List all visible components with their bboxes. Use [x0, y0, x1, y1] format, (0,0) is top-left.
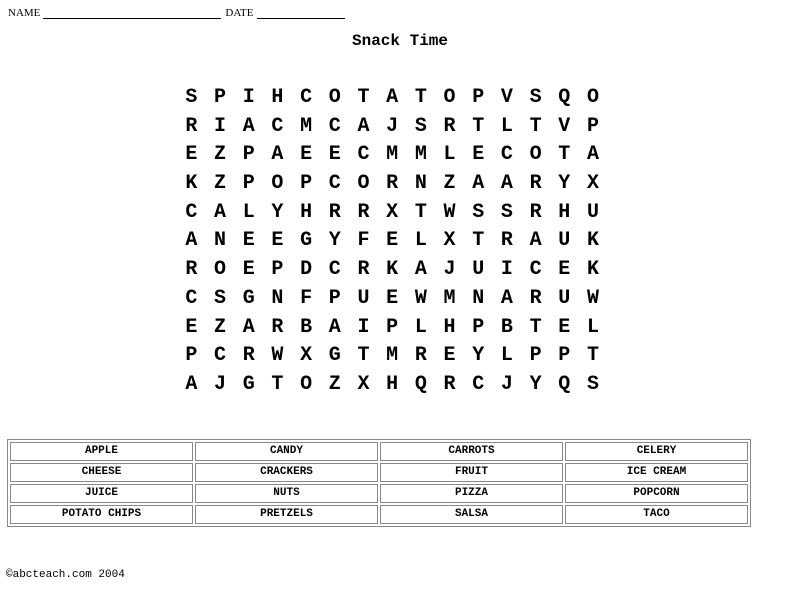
word-bank-item: TACO	[565, 505, 748, 524]
grid-letter: L	[500, 344, 513, 368]
grid-letter: Q	[558, 372, 571, 396]
grid-letter: H	[558, 200, 571, 224]
word-search-grid	[177, 84, 607, 400]
grid-letter: K	[386, 258, 399, 282]
grid-letter: Z	[214, 172, 227, 196]
grid-letter: B	[300, 315, 313, 339]
grid-letter: A	[414, 258, 427, 282]
grid-letter: K	[185, 172, 198, 196]
grid-letter: U	[357, 286, 370, 310]
grid-letter: G	[300, 229, 313, 253]
grid-letter: N	[214, 229, 227, 253]
date-label: DATE	[225, 7, 254, 19]
word-bank-item: NUTS	[195, 484, 378, 503]
grid-letter: Z	[328, 372, 341, 396]
grid-letter: R	[357, 258, 370, 282]
grid-letter: J	[386, 114, 399, 138]
grid-letter: U	[558, 229, 571, 253]
grid-letter: V	[500, 86, 513, 109]
grid-letter: R	[242, 344, 255, 368]
grid-letter: S	[529, 86, 542, 109]
grid-letter: L	[414, 229, 427, 253]
grid-letter: I	[500, 258, 513, 282]
grid-letter: P	[558, 344, 571, 368]
page-title: Snack Time	[351, 32, 448, 50]
grid-letter: L	[586, 315, 599, 339]
grid-letter: T	[586, 344, 599, 368]
word-bank-item: JUICE	[10, 484, 193, 503]
grid-letter: R	[185, 114, 198, 138]
grid-letter: A	[185, 372, 198, 396]
grid-letter: F	[357, 229, 370, 253]
grid-letter: X	[386, 200, 399, 224]
grid-letter: C	[300, 86, 313, 109]
grid-letter: W	[414, 286, 427, 310]
grid-letter: R	[185, 258, 198, 282]
grid-letter: U	[558, 286, 571, 310]
name-label: NAME	[8, 7, 41, 19]
copyright-notice: ©abcteach.com 2004	[6, 569, 125, 581]
word-bank-row	[10, 505, 748, 524]
grid-letter: U	[472, 258, 485, 282]
grid-letter: P	[586, 114, 599, 138]
grid-letter: C	[328, 258, 341, 282]
grid-letter: E	[558, 258, 571, 282]
grid-letter: X	[443, 229, 456, 253]
grid-letter: J	[500, 372, 513, 396]
grid-letter: P	[328, 286, 341, 310]
grid-letter: H	[271, 86, 284, 109]
grid-letter: W	[443, 200, 456, 224]
grid-letter: T	[414, 200, 427, 224]
grid-letter: A	[500, 286, 513, 310]
grid-letter: A	[328, 315, 341, 339]
grid-letter: C	[328, 114, 341, 138]
grid-letter: P	[271, 258, 284, 282]
grid-letter: C	[214, 344, 227, 368]
grid-letter: O	[529, 143, 542, 167]
grid-letter: O	[586, 86, 599, 109]
grid-letter: K	[586, 258, 599, 282]
grid-letter: T	[472, 229, 485, 253]
grid-letter: Q	[558, 86, 571, 109]
grid-letter: K	[586, 229, 599, 253]
grid-letter: I	[242, 86, 255, 109]
grid-letter: M	[386, 143, 399, 167]
grid-letter: T	[414, 86, 427, 109]
word-bank-item: SALSA	[380, 505, 563, 524]
grid-letter: P	[242, 143, 255, 167]
grid-letter: L	[242, 200, 255, 224]
grid-letter: Q	[414, 372, 427, 396]
grid-letter: Y	[328, 229, 341, 253]
grid-letter: N	[414, 172, 427, 196]
grid-letter: Y	[271, 200, 284, 224]
grid-letter: T	[529, 315, 542, 339]
grid-letter: A	[242, 114, 255, 138]
grid-letter: Z	[443, 172, 456, 196]
grid-letter: C	[185, 200, 198, 224]
grid-letter: M	[300, 114, 313, 138]
grid-letter: X	[586, 172, 599, 196]
grid-letter: C	[328, 172, 341, 196]
word-bank-item: CARROTS	[380, 442, 563, 461]
grid-letter: Z	[214, 143, 227, 167]
grid-letter: U	[586, 200, 599, 224]
grid-letter: O	[357, 172, 370, 196]
grid-letter: M	[414, 143, 427, 167]
grid-letter: E	[185, 315, 198, 339]
grid-letter: T	[357, 86, 370, 109]
grid-letter: R	[328, 200, 341, 224]
grid-letter: A	[242, 315, 255, 339]
grid-letter: E	[242, 258, 255, 282]
grid-letter: A	[185, 229, 198, 253]
word-bank-item: CRACKERS	[195, 463, 378, 482]
grid-letter: T	[529, 114, 542, 138]
grid-letter: D	[300, 258, 313, 282]
word-bank-item: CHEESE	[10, 463, 193, 482]
word-bank-item: FRUIT	[380, 463, 563, 482]
grid-letter: E	[328, 143, 341, 167]
grid-letter: P	[472, 86, 485, 109]
grid-letter: R	[500, 229, 513, 253]
grid-letter: S	[586, 372, 599, 396]
grid-letter: P	[529, 344, 542, 368]
grid-letter: R	[529, 172, 542, 196]
grid-letter: R	[271, 315, 284, 339]
grid-letter: E	[242, 229, 255, 253]
grid-letter: N	[271, 286, 284, 310]
grid-letter: O	[271, 172, 284, 196]
grid-letter: T	[357, 344, 370, 368]
grid-letter: I	[357, 315, 370, 339]
grid-letter: R	[386, 172, 399, 196]
grid-letter: P	[300, 172, 313, 196]
grid-letter: E	[558, 315, 571, 339]
grid-letter: I	[214, 114, 227, 138]
grid-letter: O	[443, 86, 456, 109]
grid-letter: E	[386, 286, 399, 310]
grid-letter: O	[328, 86, 341, 109]
grid-letter: A	[500, 172, 513, 196]
word-bank-row	[10, 484, 748, 503]
word-bank-row	[10, 463, 748, 482]
grid-letter: A	[586, 143, 599, 167]
grid-letter: S	[500, 200, 513, 224]
grid-letter: G	[328, 344, 341, 368]
word-bank-item: CANDY	[195, 442, 378, 461]
grid-letter: P	[386, 315, 399, 339]
grid-letter: E	[300, 143, 313, 167]
grid-letter: A	[271, 143, 284, 167]
grid-letter: L	[500, 114, 513, 138]
grid-letter: R	[529, 200, 542, 224]
word-bank-item: CELERY	[565, 442, 748, 461]
word-bank-item: PRETZELS	[195, 505, 378, 524]
grid-letter: R	[414, 344, 427, 368]
grid-letter: O	[300, 372, 313, 396]
word-bank-item: POPCORN	[565, 484, 748, 503]
grid-letter: G	[242, 372, 255, 396]
grid-letter: E	[472, 143, 485, 167]
word-bank-row	[10, 442, 748, 461]
grid-letter: C	[500, 143, 513, 167]
grid-letter: G	[242, 286, 255, 310]
word-bank-item: ICE CREAM	[565, 463, 748, 482]
grid-letter: F	[300, 286, 313, 310]
grid-letter: C	[185, 286, 198, 310]
grid-letter: J	[214, 372, 227, 396]
grid-letter: A	[357, 114, 370, 138]
grid-letter: H	[443, 315, 456, 339]
grid-letter: R	[443, 114, 456, 138]
grid-letter: T	[558, 143, 571, 167]
word-bank-item: APPLE	[10, 442, 193, 461]
grid-letter: C	[472, 372, 485, 396]
grid-letter: A	[214, 200, 227, 224]
grid-letter: H	[300, 200, 313, 224]
grid-letter: S	[472, 200, 485, 224]
grid-letter: Z	[214, 315, 227, 339]
grid-letter: R	[357, 200, 370, 224]
grid-letter: V	[558, 114, 571, 138]
grid-letter: A	[386, 86, 399, 109]
grid-letter: Y	[472, 344, 485, 368]
grid-letter: J	[443, 258, 456, 282]
word-bank-table	[7, 439, 751, 527]
grid-letter: C	[271, 114, 284, 138]
grid-letter: T	[472, 114, 485, 138]
grid-letter: E	[443, 344, 456, 368]
grid-letter: R	[443, 372, 456, 396]
grid-letter: L	[414, 315, 427, 339]
grid-letter: P	[214, 86, 227, 109]
grid-letter: M	[386, 344, 399, 368]
grid-letter: P	[242, 172, 255, 196]
grid-letter: N	[472, 286, 485, 310]
grid-letter: E	[185, 143, 198, 167]
grid-letter: Y	[558, 172, 571, 196]
grid-letter: E	[386, 229, 399, 253]
grid-letter: O	[214, 258, 227, 282]
grid-letter: Y	[529, 372, 542, 396]
grid-letter: L	[443, 143, 456, 167]
grid-letter: P	[472, 315, 485, 339]
date-blank-line	[257, 6, 345, 19]
name-blank-line	[43, 6, 221, 19]
grid-letter: W	[586, 286, 599, 310]
grid-letter: C	[529, 258, 542, 282]
grid-letter: X	[357, 372, 370, 396]
grid-letter: B	[500, 315, 513, 339]
grid-letter: M	[443, 286, 456, 310]
grid-letter: S	[185, 86, 198, 109]
grid-letter: C	[357, 143, 370, 167]
grid-letter: A	[472, 172, 485, 196]
grid-letter: P	[185, 344, 198, 368]
grid-letter: E	[271, 229, 284, 253]
grid-letter: S	[414, 114, 427, 138]
grid-letter: A	[529, 229, 542, 253]
grid-letter: X	[300, 344, 313, 368]
word-bank-item: POTATO CHIPS	[10, 505, 193, 524]
grid-letter: W	[271, 344, 284, 368]
grid-letter: T	[271, 372, 284, 396]
grid-letter: S	[214, 286, 227, 310]
grid-letter: R	[529, 286, 542, 310]
word-bank-item: PIZZA	[380, 484, 563, 503]
name-date-header	[8, 6, 345, 19]
grid-letter: H	[386, 372, 399, 396]
